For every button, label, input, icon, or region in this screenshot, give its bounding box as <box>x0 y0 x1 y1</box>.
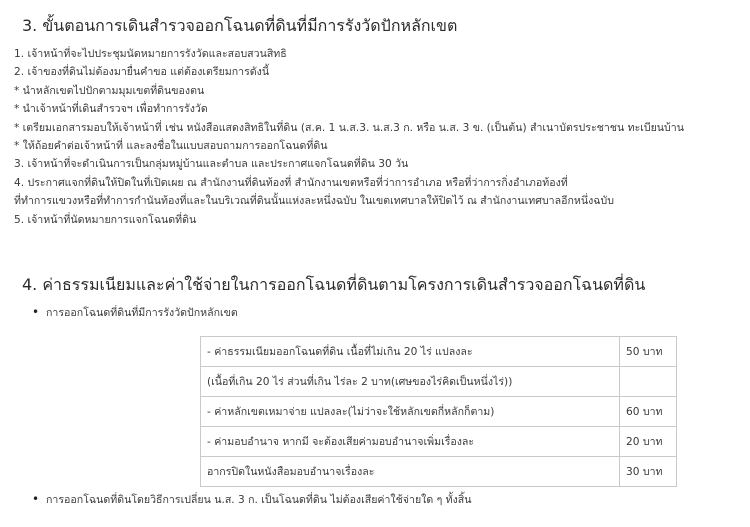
fee-item: - ค่าธรรมเนียมออกโฉนดที่ดิน เนื้อที่ไม่เกิน 20 ไร่ แปลงละ <box>201 337 620 367</box>
fee-amount <box>620 367 677 397</box>
step-line: 5. เจ้าหน้าที่นัดหมายการแจกโฉนดที่ดิน <box>14 213 197 226</box>
step-line: * นำหลักเขตไปปักตามมุมเขตที่ดินของตน <box>14 84 205 97</box>
table-row <box>201 427 677 457</box>
section-3-steps <box>14 45 744 229</box>
fee-item: - ค่าหลักเขตเหมาจ่าย แปลงละ(ไม่ว่าจะใช้หลักเขตกี่หลักก็ตาม) <box>201 397 620 427</box>
step-line: 1. เจ้าหน้าที่จะไปประชุมนัดหมายการรังวัดและสอบสวนสิทธิ <box>14 48 287 60</box>
fee-item: (เนื้อที่เกิน 20 ไร่ ส่วนที่เกิน ไร่ละ 2 บาท(เศษของไร่คิดเป็นหนึ่งไร่)) <box>201 367 620 397</box>
fee-amount: 30 บาท <box>620 457 677 487</box>
bullet-dot-icon: • <box>32 305 40 319</box>
fee-item: - ค่ามอบอำนาจ หากมี จะต้องเสียค่ามอบอำนาจเพิ่มเรื่องละ <box>201 427 620 457</box>
step-line: * นำเจ้าหน้าที่เดินสำรวจฯ เพื่อทำการรังวัด <box>14 103 208 116</box>
fee-item: อากรปิดในหนังสือมอบอำนาจเรื่องละ <box>201 457 620 487</box>
step-line: * ให้ถ้อยคำต่อเจ้าหน้าที่ และลงชื่อในแบบสอบถามการออกโฉนดที่ดิน <box>14 140 328 153</box>
table-row <box>201 337 677 367</box>
table-row <box>201 397 677 427</box>
bullet-dot-icon: • <box>32 492 40 506</box>
fee-amount: 20 บาท <box>620 427 677 457</box>
step-line: ที่ทำการแขวงหรือที่ทำการกำนันท้องที่และในบริเวณที่ดินนั้นแห่งละหนึ่งฉบับ ในเขตเทศบาลให้ปิดไว้ ณ สำนักงานเทศบาลอีกหนึ่งฉบับ <box>14 195 614 208</box>
table-row <box>201 367 677 397</box>
fee-amount: 60 บาท <box>620 397 677 427</box>
section-3-heading: 3. ขั้นตอนการเดินสำรวจออกโฉนดที่ดินที่มีการรังวัดปักหลักเขต <box>22 16 458 35</box>
step-line: * เตรียมเอกสารมอบให้เจ้าหน้าที่ เช่น หนังสือแสดงสิทธิในที่ดิน (ส.ค. 1 น.ส.3. น.ส.3 ก. หรือ น.ส. 3 ข. (เป็นต้น) สำเนาบัตรประชาชน ทะเบียนบ้าน <box>14 121 684 134</box>
fee-table <box>200 336 677 487</box>
bullet-item <box>32 491 472 508</box>
step-line: 4. ประกาศแจกที่ดินให้ปิดในที่เปิดเผย ณ สำนักงานที่ดินท้องที่ สำนักงานเขตหรือที่ว่าการอำเภอ หรือที่ว่าการกิ่งอำเภอท้องที่ <box>14 176 568 189</box>
step-line: 3. เจ้าหน้าที่จะดำเนินการเป็นกลุ่มหมู่บ้านและตำบล และประกาศแจกโฉนดที่ดิน 30 วัน <box>14 158 409 171</box>
bullet-item <box>32 304 238 321</box>
step-line: 2. เจ้าของที่ดินไม่ต้องมายื่นคำขอ แต่ต้องเตรียมการดังนี้ <box>14 66 270 79</box>
section-4-heading: 4. ค่าธรรมเนียมและค่าใช้จ่ายในการออกโฉนดที่ดินตามโครงการเดินสำรวจออกโฉนดที่ดิน <box>22 275 646 294</box>
bullet-text: การออกโฉนดที่ดินโดยวิธีการเปลี่ยน น.ส. 3 ก. เป็นโฉนดที่ดิน ไม่ต้องเสียค่าใช้จ่ายใด ๆ ทั้งสิ้น <box>46 494 472 506</box>
fee-amount: 50 บาท <box>620 337 677 367</box>
table-row <box>201 457 677 487</box>
bullet-text: การออกโฉนดที่ดินที่มีการรังวัดปักหลักเขต <box>46 307 238 319</box>
